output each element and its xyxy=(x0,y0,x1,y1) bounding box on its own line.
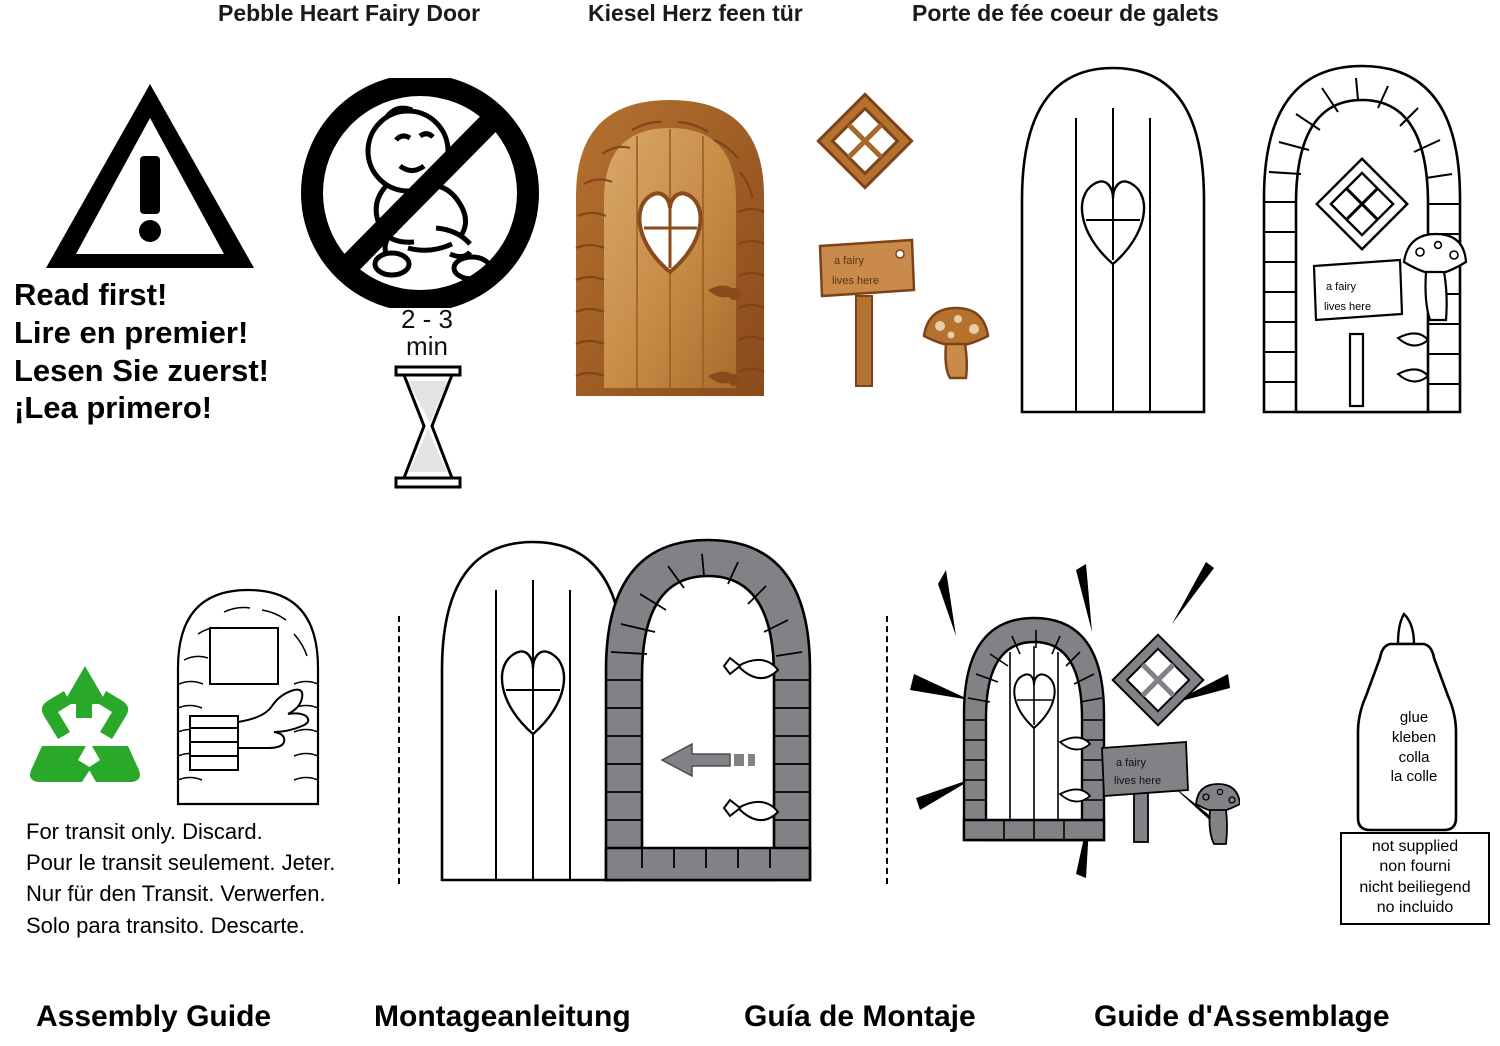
step3-window xyxy=(1113,635,1204,726)
no-baby-prohibition-icon xyxy=(300,78,540,308)
glue-label-de: kleben xyxy=(1391,728,1437,746)
footer-title-en: Assembly Guide xyxy=(36,1000,272,1033)
sign-line-2: lives here xyxy=(832,275,880,287)
duration-unit: min xyxy=(406,331,448,362)
separator-left xyxy=(398,616,400,884)
read-first-line-es: ¡Lea primero! xyxy=(14,390,213,426)
packaging-removal-icon xyxy=(166,580,326,810)
product-door-photo xyxy=(558,76,788,406)
read-first-line-fr: Lire en premier! xyxy=(14,314,249,350)
title-en: Pebble Heart Fairy Door xyxy=(218,0,481,26)
product-window-photo xyxy=(810,86,920,196)
product-sign-photo xyxy=(812,238,922,388)
transit-line-es: Solo para transito. Descarte. xyxy=(26,912,305,938)
not-supplied-box xyxy=(1340,832,1490,925)
glue-label-fr: la colle xyxy=(1390,768,1438,786)
footer-title-es: Guía de Montaje xyxy=(744,1000,976,1033)
step1-sign-line-2: lives here xyxy=(1324,301,1372,313)
step1-arch-outline xyxy=(1252,52,1472,422)
not-supplied-fr: non fourni xyxy=(1379,858,1451,876)
transit-line-fr: Pour le transit seulement. Jeter. xyxy=(26,850,336,876)
title-fr: Porte de fée coeur de galets xyxy=(912,0,1219,26)
glue-label-it: colla xyxy=(1398,748,1430,766)
step3-finished xyxy=(900,548,1240,888)
transit-text xyxy=(26,816,396,941)
sign-line-1: a fairy xyxy=(834,255,864,267)
transit-line-en: For transit only. Discard. xyxy=(26,819,263,844)
not-supplied-en: not supplied xyxy=(1371,838,1459,855)
step2-assembly xyxy=(430,528,850,888)
read-first-line-en: Read first! xyxy=(14,277,168,312)
read-first-text xyxy=(14,276,344,427)
product-mushroom-photo xyxy=(918,302,994,384)
transit-line-de: Nur für den Transit. Verwerfen. xyxy=(26,881,326,907)
recycle-icon xyxy=(18,660,152,790)
step3-sign-line-2: lives here xyxy=(1114,775,1162,787)
footer-title-fr: Guide d'Assemblage xyxy=(1094,1000,1390,1033)
warning-triangle-icon xyxy=(42,78,258,278)
step1-door-outline xyxy=(1008,52,1218,422)
glue-label-text xyxy=(1368,708,1460,787)
not-supplied-es: no incluido xyxy=(1376,899,1454,917)
glue-label-en: glue xyxy=(1399,709,1429,726)
duration-text xyxy=(372,306,482,361)
footer-title-de: Montageanleitung xyxy=(374,1000,631,1033)
duration-value: 2 - 3 xyxy=(400,304,454,334)
step1-sign-line-1: a fairy xyxy=(1326,281,1356,293)
separator-mid xyxy=(886,616,888,884)
read-first-line-de: Lesen Sie zuerst! xyxy=(14,352,269,388)
not-supplied-de: nicht beiliegend xyxy=(1359,878,1471,896)
title-de: Kiesel Herz feen tür xyxy=(588,0,803,26)
hourglass-icon xyxy=(390,365,466,490)
step3-sign-line-1: a fairy xyxy=(1116,757,1146,769)
